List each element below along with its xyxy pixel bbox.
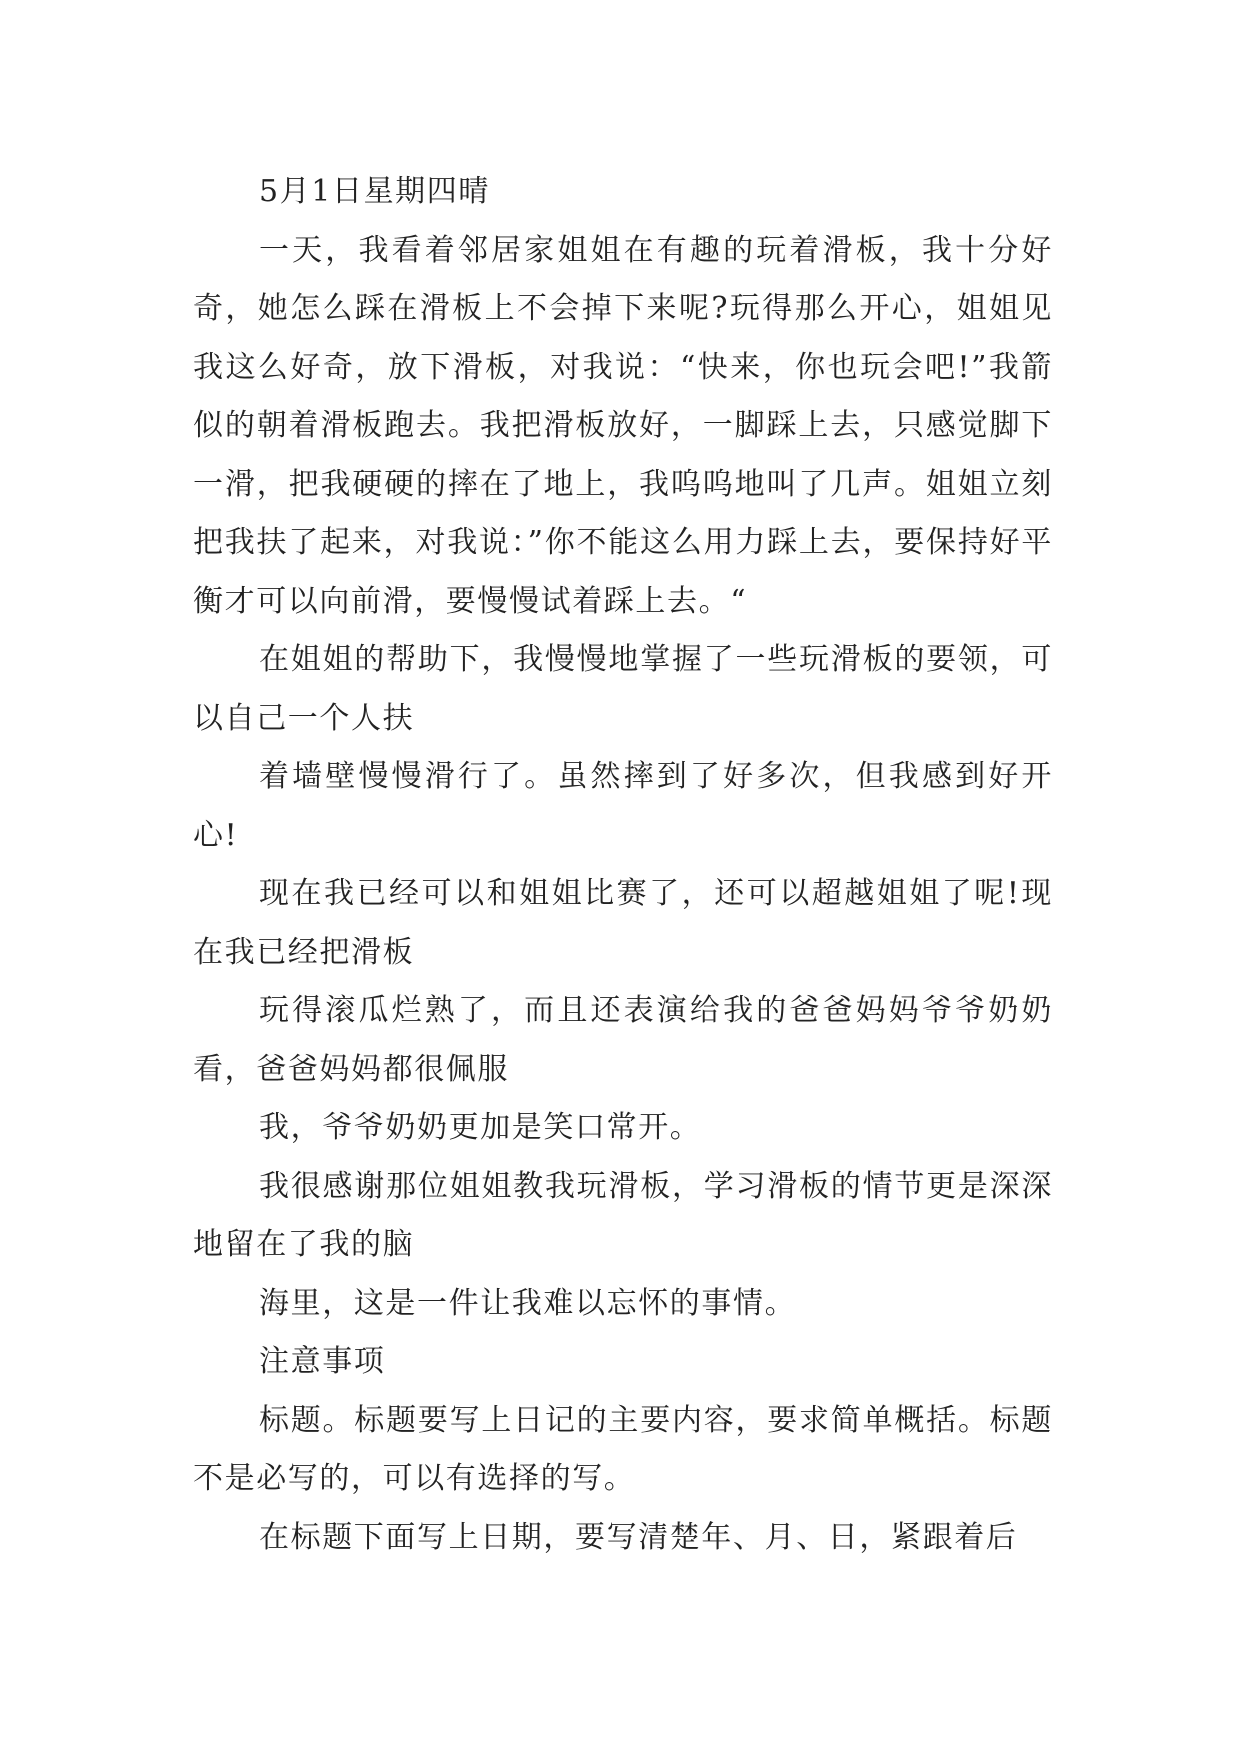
- paragraph-sister-help: 在姐姐的帮助下，我慢慢地掌握了一些玩滑板的要领，可以自己一个人扶: [193, 642, 1053, 736]
- paragraph-wall-practice: 着墙壁慢慢滑行了。虽然摔到了好多次，但我感到好开心!: [193, 759, 1053, 853]
- paragraph-show-family: 玩得滚瓜烂熟了，而且还表演给我的爸爸妈妈爷爷奶奶看，爸爸妈妈都很佩服: [193, 993, 1053, 1087]
- paragraph-title-note: 标题。标题要写上日记的主要内容，要求简单概括。标题不是必写的，可以有选择的写。: [193, 1402, 1053, 1496]
- paragraph-race-sister: 现在我已经可以和姐姐比赛了，还可以超越姐姐了呢!现在我已经把滑板: [193, 876, 1053, 970]
- paragraph-date-note: 在标题下面写上日期，要写清楚年、月、日，紧跟着后: [259, 1519, 1018, 1555]
- paragraph-skateboard-first-try: 一天，我看着邻居家姐姐在有趣的玩着滑板，我十分好奇，她怎么踩在滑板上不会掉下来呢?玩得那么开心，姐姐见我这么好奇，放下滑板，对我说：“快来，你也玩会吧!”我箭似的朝着滑板跑去。我把滑板放好，一脚踩上去，只感觉脚下一滑，把我硬硬的摔在了地上，我呜呜地叫了几声。姐姐立刻把我扶了起来，对我说：”你不能这么用力踩上去，要保持好平衡才可以向前滑，要慢慢试着踩上去。“: [193, 232, 1053, 619]
- document-body: [193, 163, 1053, 1567]
- section-heading-notes: 注意事项: [259, 1344, 386, 1379]
- paragraph-grandparents-laugh: 我，爷爷奶奶更加是笑口常开。: [259, 1110, 702, 1145]
- paragraph-thanks-sister: 我很感谢那位姐姐教我玩滑板，学习滑板的情节更是深深地留在了我的脑: [193, 1168, 1053, 1262]
- diary-date-line: 5月1日星期四晴: [259, 174, 490, 209]
- paragraph-unforgettable: 海里，这是一件让我难以忘怀的事情。: [259, 1285, 797, 1321]
